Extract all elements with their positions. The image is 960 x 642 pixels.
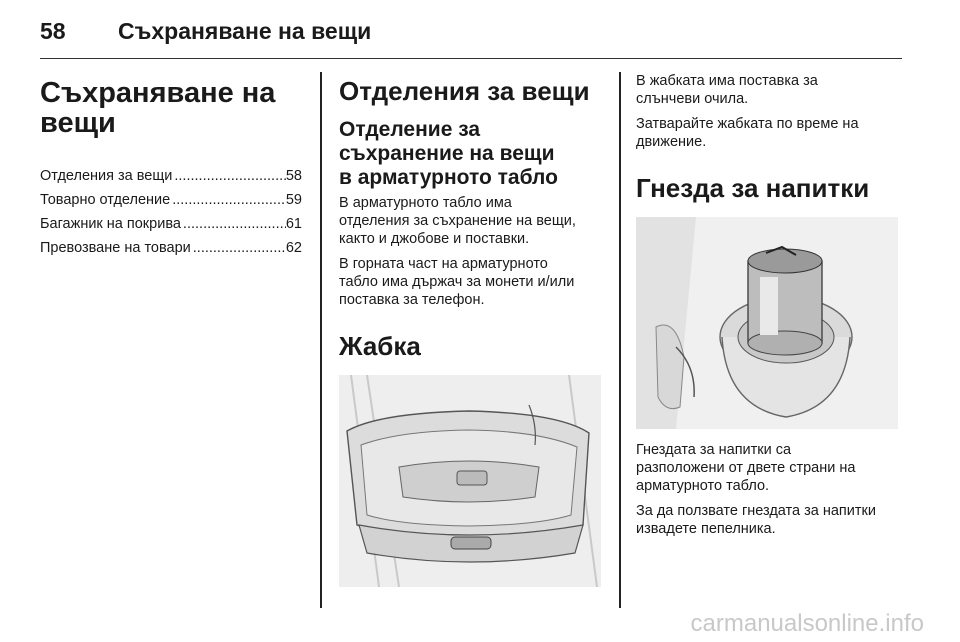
storage-compartments-column	[339, 72, 604, 587]
toc-column	[40, 72, 302, 260]
body-paragraph: В жабката има поставка за слънчеви очила.	[636, 73, 818, 107]
watermark: carmanualsonline.info	[690, 610, 924, 637]
cupholders-heading: Гнезда за напитки	[636, 173, 870, 203]
toc-entry[interactable]: Товарно отделение ..... 59	[40, 188, 302, 212]
toc-entry[interactable]: Превозване на товари ..... 62	[40, 236, 302, 260]
subsection-heading: Отделение за съхранение на вещи в арматурното табло	[339, 118, 558, 189]
glovebox-heading: Жабка	[339, 331, 421, 361]
running-title: Съхраняване на вещи	[118, 18, 372, 44]
chapter-title: Съхраняване на вещи	[40, 77, 276, 139]
glovebox-illustration	[339, 375, 601, 587]
column-divider-left	[320, 72, 322, 608]
body-paragraph: В горната част на арматурното табло има държач за монети и/или поставка за телефон.	[339, 256, 575, 308]
page-header	[40, 14, 902, 59]
column-divider-right	[619, 72, 621, 608]
toc-entry[interactable]: Багажник на покрива ..... 61	[40, 212, 302, 236]
body-paragraph: Гнездата за напитки са разположени от двете страни на арматурното табло.	[636, 442, 856, 494]
body-paragraph: За да ползвате гнездата за напитки извадете пепелника.	[636, 503, 876, 537]
cupholder-illustration	[636, 217, 898, 429]
cupholders-column	[636, 72, 906, 545]
table-of-contents	[40, 164, 302, 260]
page-number: 58	[40, 18, 66, 44]
body-paragraph: В арматурното табло има отделения за съхранение на вещи, както и джобове и поставки.	[339, 195, 576, 247]
section-heading: Отделения за вещи	[339, 76, 590, 106]
body-paragraph: Затварайте жабката по време на движение.	[636, 116, 859, 150]
toc-entry[interactable]: Отделения за вещи ..... 58	[40, 164, 302, 188]
